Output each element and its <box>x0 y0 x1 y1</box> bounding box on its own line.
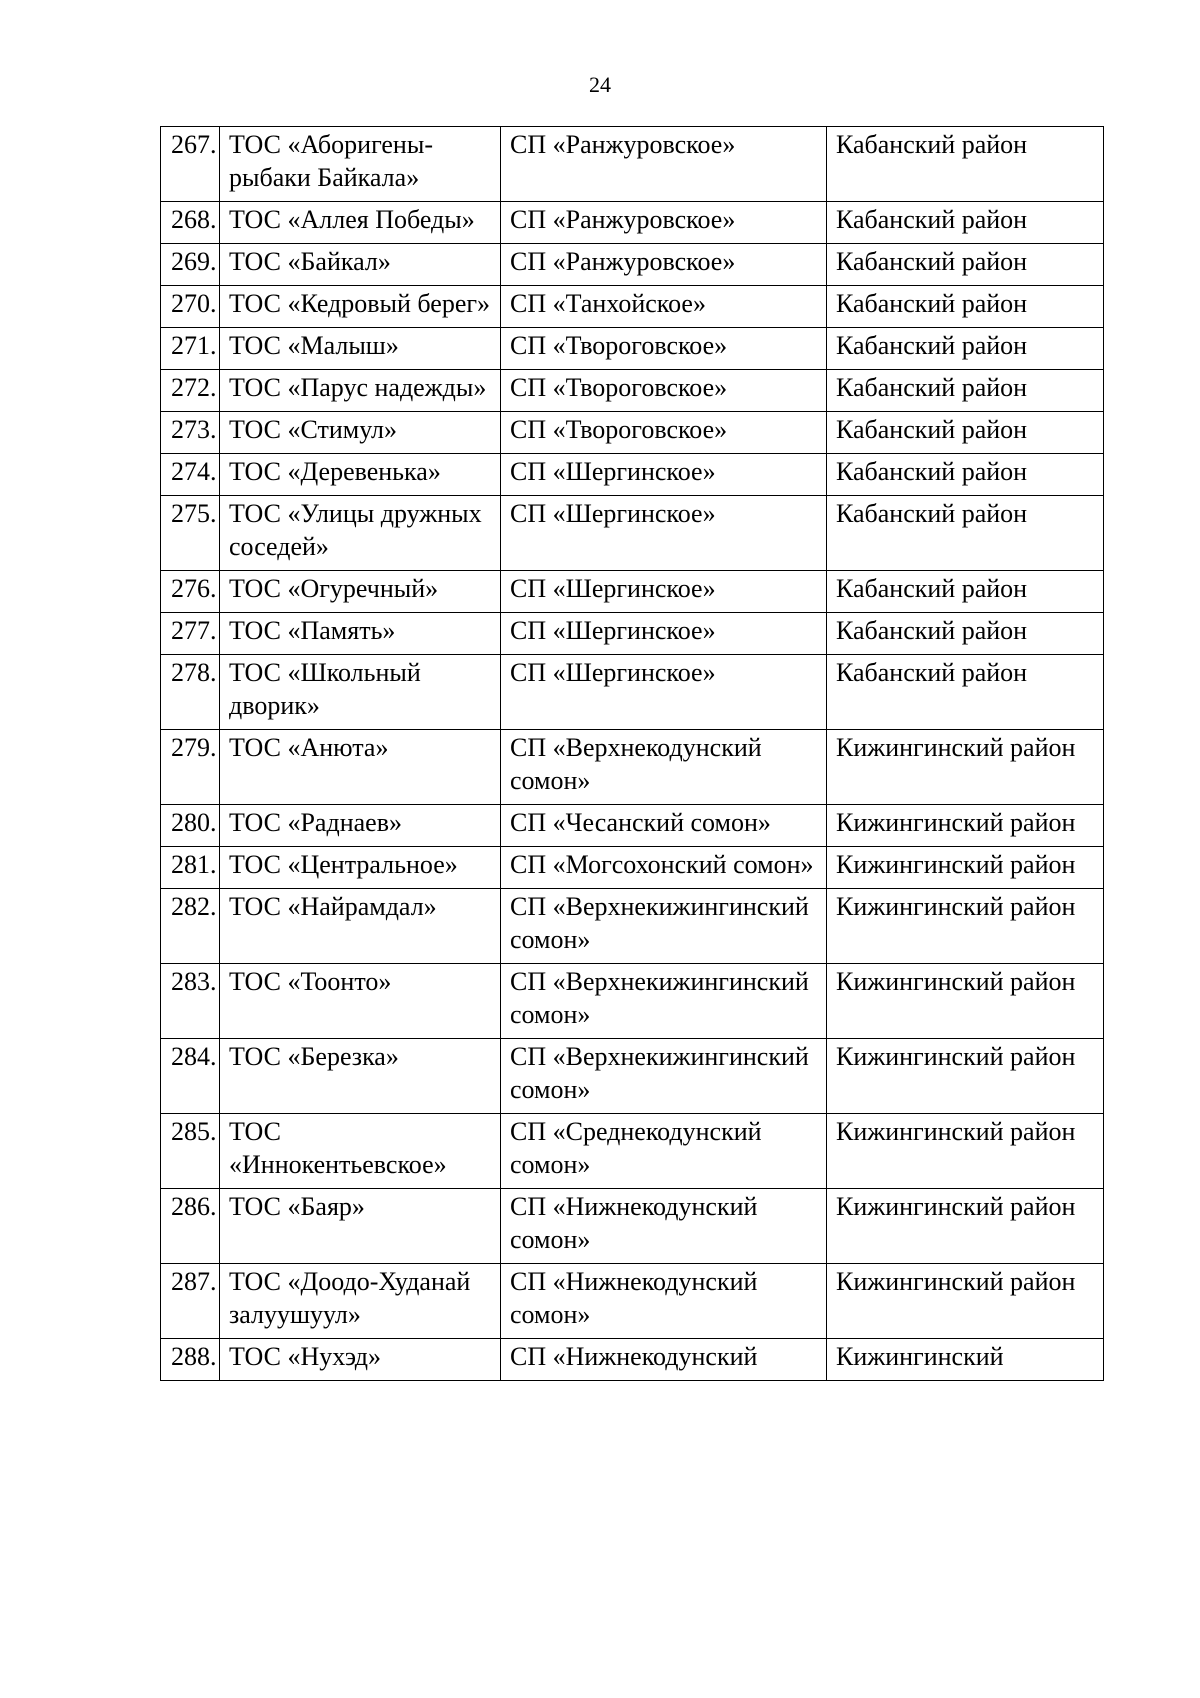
settlement-name: СП «Верхнекижингинский сомон» <box>501 1039 827 1114</box>
tos-name: ТОС «Тоонто» <box>220 964 501 1039</box>
registry-table <box>160 126 1104 1381</box>
table-row <box>161 412 1104 454</box>
district-name: Кабанский район <box>827 127 1104 202</box>
table-row <box>161 1339 1104 1381</box>
district-name: Кабанский район <box>827 571 1104 613</box>
district-name: Кабанский район <box>827 202 1104 244</box>
table-row <box>161 202 1104 244</box>
tos-name: ТОС «Школьный дворик» <box>220 655 501 730</box>
tos-name: ТОС «Кедровый берег» <box>220 286 501 328</box>
tos-name: ТОС «Улицы дружных соседей» <box>220 496 501 571</box>
district-name: Кабанский район <box>827 613 1104 655</box>
settlement-name: СП «Шергинское» <box>501 655 827 730</box>
settlement-name: СП «Могсохонский сомон» <box>501 847 827 889</box>
settlement-name: СП «Среднекодунский сомон» <box>501 1114 827 1189</box>
settlement-name: СП «Верхнекижингинский сомон» <box>501 889 827 964</box>
tos-name: ТОС «Огуречный» <box>220 571 501 613</box>
district-name: Кижингинский район <box>827 805 1104 847</box>
settlement-name: СП «Твороговское» <box>501 370 827 412</box>
settlement-name: СП «Ранжуровское» <box>501 244 827 286</box>
tos-name: ТОС «Центральное» <box>220 847 501 889</box>
settlement-name: СП «Шергинское» <box>501 571 827 613</box>
tos-name: ТОС «Аборигены-рыбаки Байкала» <box>220 127 501 202</box>
row-number: 273. <box>161 412 220 454</box>
row-number: 268. <box>161 202 220 244</box>
district-name: Кижингинский район <box>827 889 1104 964</box>
row-number: 284. <box>161 1039 220 1114</box>
district-name: Кабанский район <box>827 655 1104 730</box>
table-row <box>161 244 1104 286</box>
settlement-name: СП «Твороговское» <box>501 412 827 454</box>
settlement-name: СП «Шергинское» <box>501 496 827 571</box>
settlement-name: СП «Ранжуровское» <box>501 202 827 244</box>
page-number: 24 <box>589 72 611 97</box>
table-row <box>161 1039 1104 1114</box>
row-number: 276. <box>161 571 220 613</box>
table-row <box>161 847 1104 889</box>
tos-name: ТОС «Байкал» <box>220 244 501 286</box>
table-row <box>161 286 1104 328</box>
tos-name: ТОС «Анюта» <box>220 730 501 805</box>
settlement-name: СП «Шергинское» <box>501 613 827 655</box>
district-name: Кабанский район <box>827 286 1104 328</box>
tos-name: ТОС «Память» <box>220 613 501 655</box>
settlement-name: СП «Твороговское» <box>501 328 827 370</box>
row-number: 267. <box>161 127 220 202</box>
row-number: 286. <box>161 1189 220 1264</box>
tos-name: ТОС «Раднаев» <box>220 805 501 847</box>
tos-name: ТОС «Доодо-Худанай залуушуул» <box>220 1264 501 1339</box>
district-name: Кижингинский <box>827 1339 1104 1381</box>
row-number: 281. <box>161 847 220 889</box>
row-number: 271. <box>161 328 220 370</box>
district-name: Кабанский район <box>827 328 1104 370</box>
row-number: 287. <box>161 1264 220 1339</box>
table-row <box>161 613 1104 655</box>
district-name: Кижингинский район <box>827 730 1104 805</box>
tos-name: ТОС «Стимул» <box>220 412 501 454</box>
tos-name: ТОС «Парус надежды» <box>220 370 501 412</box>
settlement-name: СП «Танхойское» <box>501 286 827 328</box>
row-number: 272. <box>161 370 220 412</box>
table-row <box>161 571 1104 613</box>
district-name: Кабанский район <box>827 370 1104 412</box>
row-number: 288. <box>161 1339 220 1381</box>
settlement-name: СП «Верхнекодунский сомон» <box>501 730 827 805</box>
row-number: 280. <box>161 805 220 847</box>
tos-name: ТОС «Иннокентьевское» <box>220 1114 501 1189</box>
district-name: Кижингинский район <box>827 964 1104 1039</box>
table-row <box>161 805 1104 847</box>
settlement-name: СП «Верхнекижингинский сомон» <box>501 964 827 1039</box>
district-name: Кабанский район <box>827 412 1104 454</box>
row-number: 277. <box>161 613 220 655</box>
district-name: Кабанский район <box>827 244 1104 286</box>
district-name: Кижингинский район <box>827 1039 1104 1114</box>
table-row <box>161 454 1104 496</box>
district-name: Кижингинский район <box>827 1189 1104 1264</box>
table-row <box>161 964 1104 1039</box>
settlement-name: СП «Нижнекодунский сомон» <box>501 1189 827 1264</box>
settlement-name: СП «Ранжуровское» <box>501 127 827 202</box>
row-number: 285. <box>161 1114 220 1189</box>
table-row <box>161 328 1104 370</box>
table-row <box>161 127 1104 202</box>
table-row <box>161 370 1104 412</box>
tos-name: ТОС «Аллея Победы» <box>220 202 501 244</box>
row-number: 270. <box>161 286 220 328</box>
row-number: 278. <box>161 655 220 730</box>
tos-name: ТОС «Деревенька» <box>220 454 501 496</box>
tos-name: ТОС «Малыш» <box>220 328 501 370</box>
settlement-name: СП «Нижнекодунский <box>501 1339 827 1381</box>
row-number: 269. <box>161 244 220 286</box>
table-row <box>161 1264 1104 1339</box>
row-number: 274. <box>161 454 220 496</box>
tos-name: ТОС «Баяр» <box>220 1189 501 1264</box>
district-name: Кабанский район <box>827 454 1104 496</box>
row-number: 275. <box>161 496 220 571</box>
settlement-name: СП «Шергинское» <box>501 454 827 496</box>
tos-name: ТОС «Нухэд» <box>220 1339 501 1381</box>
row-number: 282. <box>161 889 220 964</box>
district-name: Кижингинский район <box>827 1114 1104 1189</box>
district-name: Кижингинский район <box>827 1264 1104 1339</box>
table-row <box>161 889 1104 964</box>
table-row <box>161 730 1104 805</box>
district-name: Кижингинский район <box>827 847 1104 889</box>
table-row <box>161 1189 1104 1264</box>
table-row <box>161 496 1104 571</box>
row-number: 279. <box>161 730 220 805</box>
settlement-name: СП «Чесанский сомон» <box>501 805 827 847</box>
row-number: 283. <box>161 964 220 1039</box>
district-name: Кабанский район <box>827 496 1104 571</box>
tos-name: ТОС «Березка» <box>220 1039 501 1114</box>
table-row <box>161 1114 1104 1189</box>
table-row <box>161 655 1104 730</box>
tos-name: ТОС «Найрамдал» <box>220 889 501 964</box>
settlement-name: СП «Нижнекодунский сомон» <box>501 1264 827 1339</box>
